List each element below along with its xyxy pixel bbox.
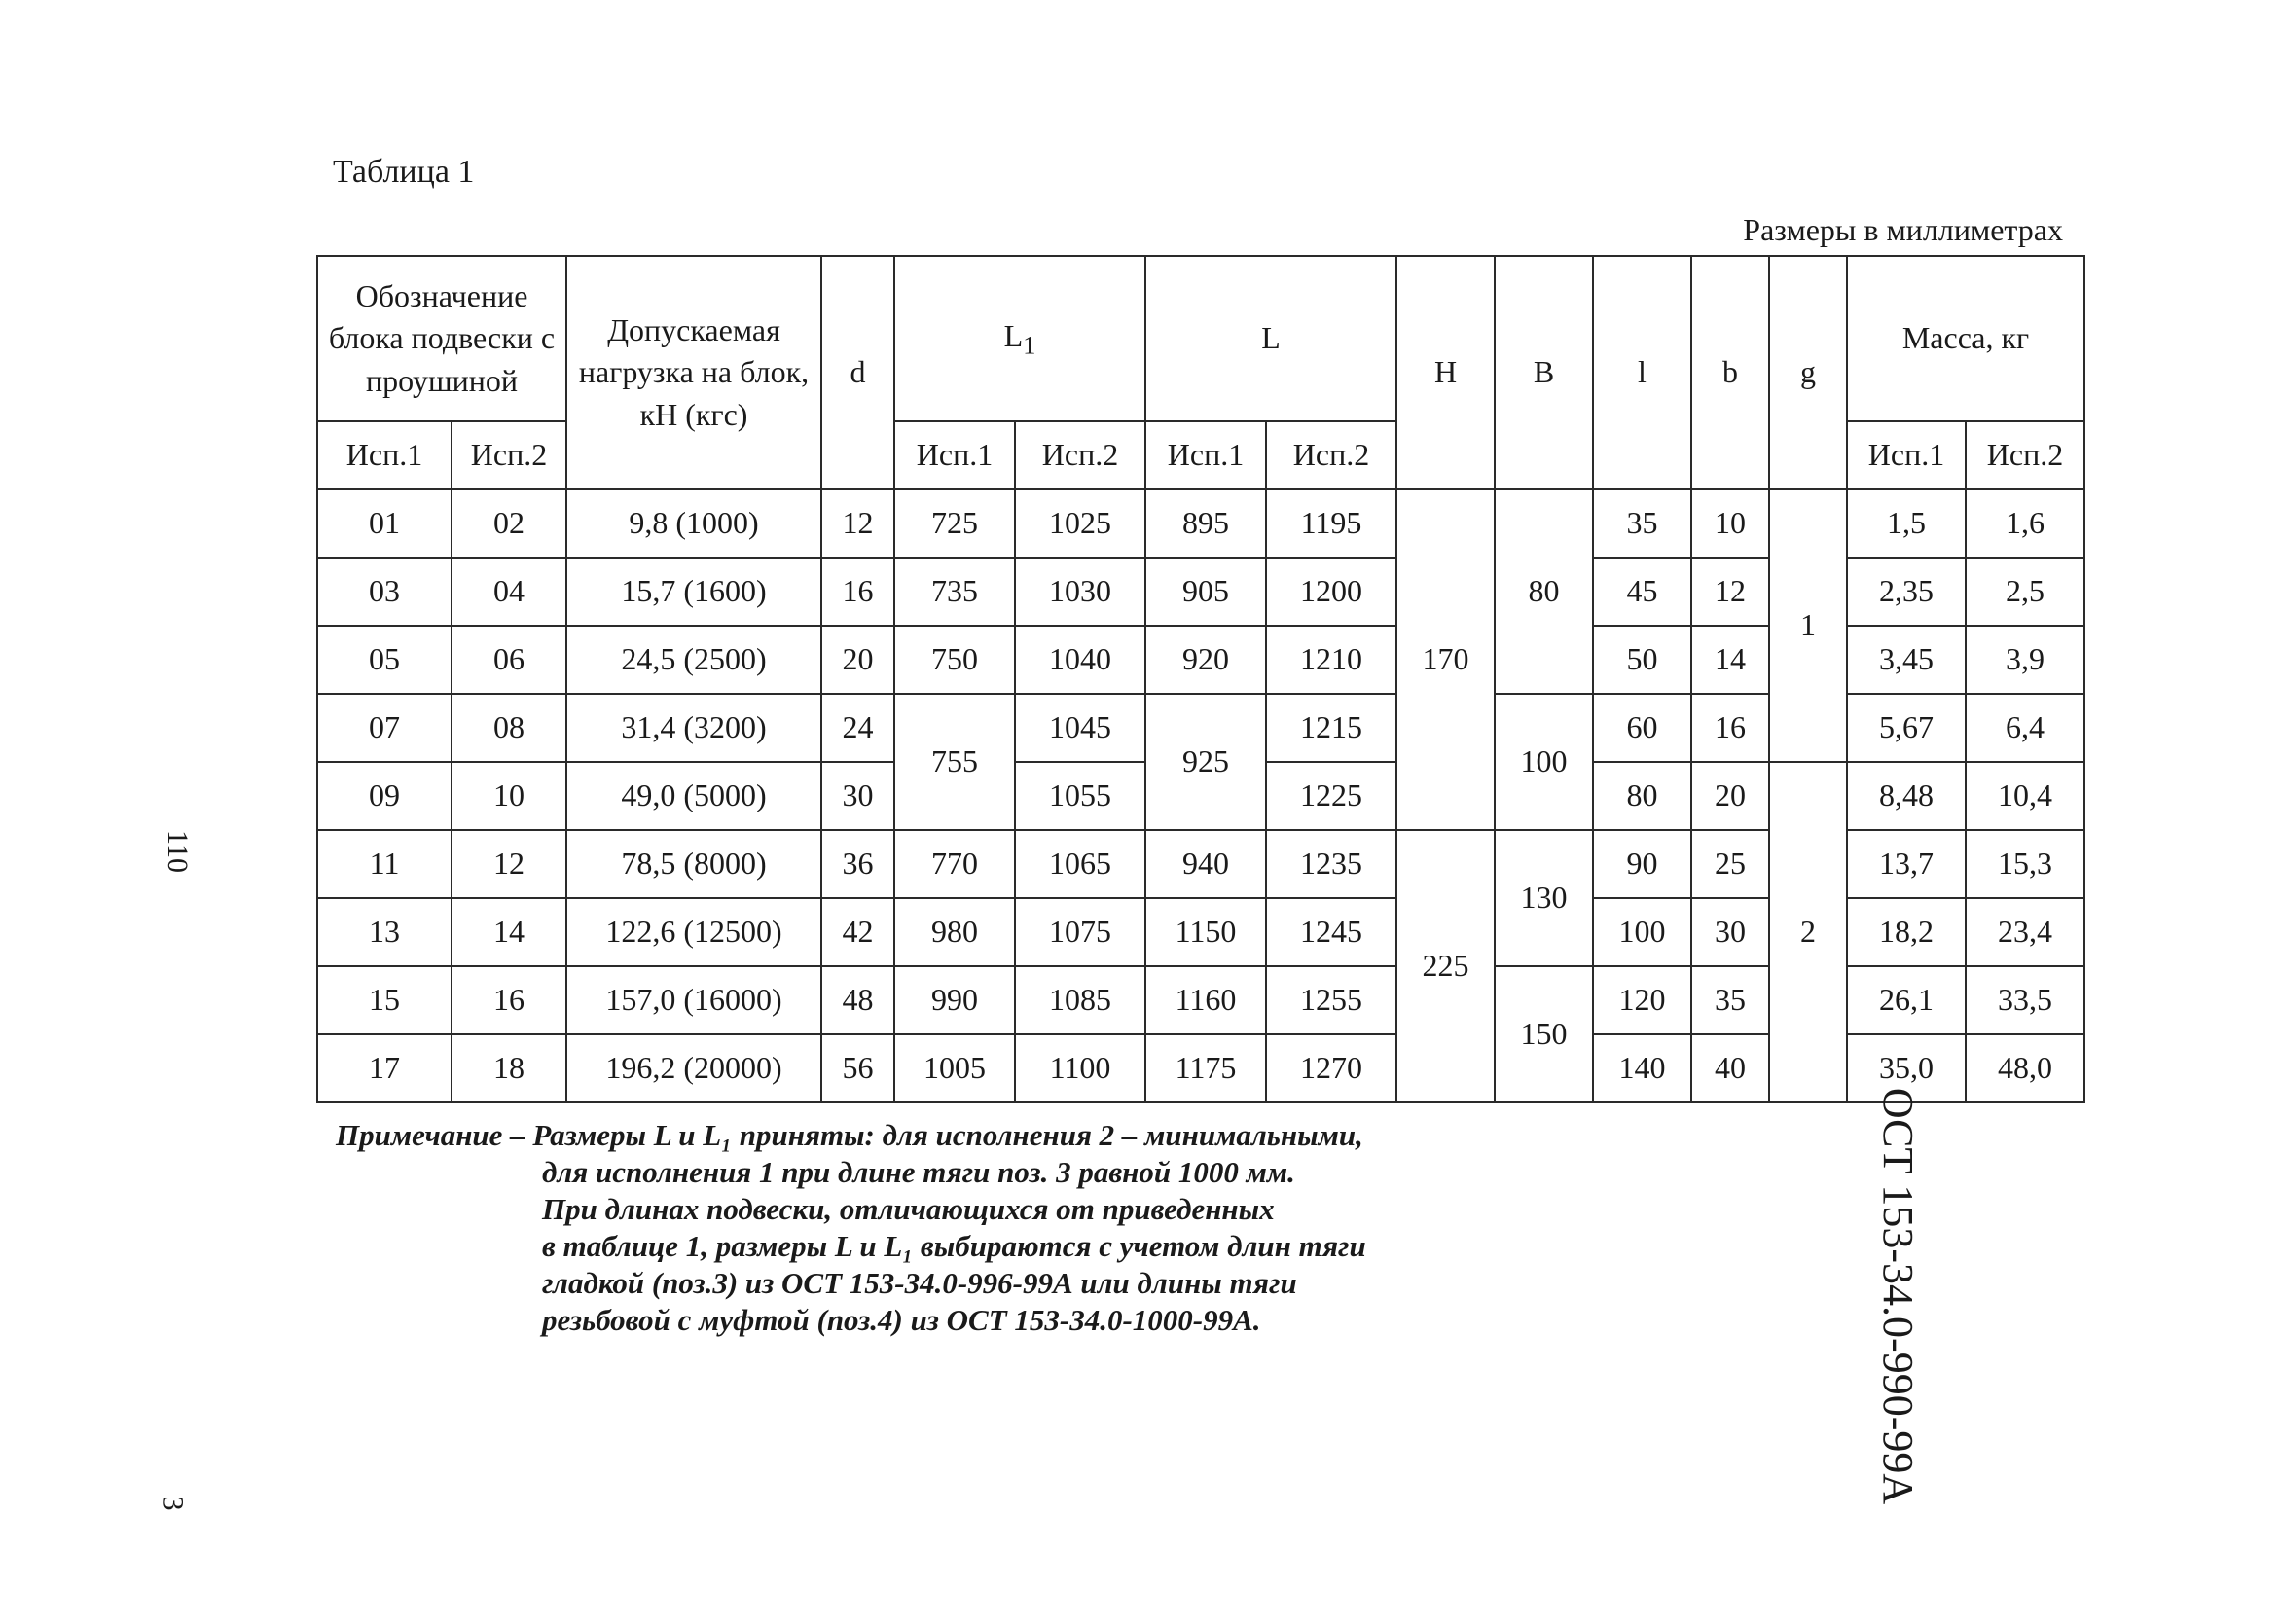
cell-l: 45	[1593, 558, 1691, 626]
cell-mass-isp2: 48,0	[1966, 1034, 2084, 1102]
cell-L1-isp2: 1100	[1015, 1034, 1145, 1102]
cell-designation-isp2: 14	[452, 898, 566, 966]
cell-B-merged: 80	[1495, 489, 1593, 694]
cell-L-isp2: 1195	[1266, 489, 1396, 558]
cell-L-isp1-merged: 925	[1145, 694, 1266, 830]
cell-designation-isp1: 17	[317, 1034, 452, 1102]
cell-l: 80	[1593, 762, 1691, 830]
header-L1-subscript: 1	[1023, 330, 1036, 360]
cell-mass-isp1: 13,7	[1847, 830, 1966, 898]
note-line: При длинах подвески, отличающихся от приведенных	[542, 1192, 1275, 1226]
cell-L1-isp2: 1045	[1015, 694, 1145, 762]
cell-mass-isp2: 15,3	[1966, 830, 2084, 898]
cell-L-isp1: 1160	[1145, 966, 1266, 1034]
cell-mass-isp1: 8,48	[1847, 762, 1966, 830]
cell-mass-isp1: 26,1	[1847, 966, 1966, 1034]
header-designation-isp2: Исп.2	[452, 421, 566, 489]
cell-mass-isp2: 1,6	[1966, 489, 2084, 558]
cell-b: 20	[1691, 762, 1769, 830]
cell-L-isp1: 1150	[1145, 898, 1266, 966]
cell-b: 25	[1691, 830, 1769, 898]
cell-l: 60	[1593, 694, 1691, 762]
cell-g-merged: 1	[1769, 489, 1847, 762]
cell-d: 48	[821, 966, 894, 1034]
header-g: g	[1769, 256, 1847, 489]
cell-d: 56	[821, 1034, 894, 1102]
cell-L-isp2: 1235	[1266, 830, 1396, 898]
header-mass: Масса, кг	[1847, 256, 2084, 421]
cell-mass-isp2: 3,9	[1966, 626, 2084, 694]
cell-L-isp1: 1175	[1145, 1034, 1266, 1102]
header-L-isp2: Исп.2	[1266, 421, 1396, 489]
note-line: Примечание – Размеры L и L₁ приняты: для исполнения 2 – минимальными,	[336, 1118, 1363, 1152]
cell-b: 35	[1691, 966, 1769, 1034]
cell-d: 36	[821, 830, 894, 898]
header-L: L	[1145, 256, 1396, 421]
cell-load: 9,8 (1000)	[566, 489, 821, 558]
cell-l: 35	[1593, 489, 1691, 558]
cell-L1-isp1: 770	[894, 830, 1015, 898]
header-load: Допускаемая нагрузка на блок, кН (кгс)	[566, 256, 821, 489]
header-b: b	[1691, 256, 1769, 489]
cell-mass-isp2: 6,4	[1966, 694, 2084, 762]
cell-b: 30	[1691, 898, 1769, 966]
cell-designation-isp1: 01	[317, 489, 452, 558]
cell-L1-isp1: 980	[894, 898, 1015, 966]
header-H: H	[1396, 256, 1495, 489]
header-designation-isp1: Исп.1	[317, 421, 452, 489]
cell-b: 16	[1691, 694, 1769, 762]
cell-H-merged: 170	[1396, 489, 1495, 830]
header-L1-isp2: Исп.2	[1015, 421, 1145, 489]
cell-mass-isp2: 23,4	[1966, 898, 2084, 966]
cell-l: 100	[1593, 898, 1691, 966]
cell-L-isp2: 1200	[1266, 558, 1396, 626]
page-number-bottom: 3	[157, 1496, 190, 1511]
header-l: l	[1593, 256, 1691, 489]
cell-designation-isp1: 11	[317, 830, 452, 898]
note-line: резьбовой с муфтой (поз.4) из ОСТ 153-34.0-1000-99А.	[542, 1303, 1261, 1337]
cell-L1-isp1: 990	[894, 966, 1015, 1034]
cell-load: 24,5 (2500)	[566, 626, 821, 694]
cell-L-isp2: 1270	[1266, 1034, 1396, 1102]
header-L-isp1: Исп.1	[1145, 421, 1266, 489]
cell-d: 30	[821, 762, 894, 830]
header-mass-isp2: Исп.2	[1966, 421, 2084, 489]
cell-l: 90	[1593, 830, 1691, 898]
cell-B-merged: 130	[1495, 830, 1593, 966]
cell-mass-isp1: 35,0	[1847, 1034, 1966, 1102]
cell-L1-isp1: 735	[894, 558, 1015, 626]
cell-L-isp1: 905	[1145, 558, 1266, 626]
cell-mass-isp1: 3,45	[1847, 626, 1966, 694]
header-L1-isp1: Исп.1	[894, 421, 1015, 489]
cell-L1-isp1-merged: 755	[894, 694, 1015, 830]
header-B: B	[1495, 256, 1593, 489]
cell-load: 122,6 (12500)	[566, 898, 821, 966]
cell-designation-isp2: 02	[452, 489, 566, 558]
cell-l: 120	[1593, 966, 1691, 1034]
cell-designation-isp2: 04	[452, 558, 566, 626]
note-line: для исполнения 1 при длине тяги поз. 3 равной 1000 мм.	[542, 1155, 1295, 1189]
header-mass-isp1: Исп.1	[1847, 421, 1966, 489]
header-d: d	[821, 256, 894, 489]
page-number-top: 110	[161, 830, 194, 873]
cell-B-merged: 150	[1495, 966, 1593, 1102]
cell-designation-isp2: 06	[452, 626, 566, 694]
cell-L-isp1: 895	[1145, 489, 1266, 558]
cell-load: 157,0 (16000)	[566, 966, 821, 1034]
cell-mass-isp1: 18,2	[1847, 898, 1966, 966]
cell-H-merged: 225	[1396, 830, 1495, 1102]
table-caption: Таблица 1	[333, 154, 475, 190]
cell-mass-isp2: 2,5	[1966, 558, 2084, 626]
cell-L1-isp2: 1055	[1015, 762, 1145, 830]
specification-table	[316, 255, 2085, 1103]
cell-B-merged: 100	[1495, 694, 1593, 830]
cell-load: 31,4 (3200)	[566, 694, 821, 762]
cell-d: 16	[821, 558, 894, 626]
cell-d: 42	[821, 898, 894, 966]
cell-L1-isp1: 1005	[894, 1034, 1015, 1102]
cell-b: 12	[1691, 558, 1769, 626]
cell-mass-isp2: 10,4	[1966, 762, 2084, 830]
cell-mass-isp1: 1,5	[1847, 489, 1966, 558]
cell-L1-isp1: 750	[894, 626, 1015, 694]
cell-l: 50	[1593, 626, 1691, 694]
header-designation: Обозначение блока подвески с проушиной	[317, 256, 566, 421]
note-line: в таблице 1, размеры L и L₁ выбираются с учетом длин тяги	[542, 1229, 1366, 1263]
cell-designation-isp1: 07	[317, 694, 452, 762]
cell-L-isp1: 940	[1145, 830, 1266, 898]
cell-designation-isp1: 15	[317, 966, 452, 1034]
cell-mass-isp1: 5,67	[1847, 694, 1966, 762]
cell-L1-isp1: 725	[894, 489, 1015, 558]
cell-L1-isp2: 1065	[1015, 830, 1145, 898]
cell-d: 20	[821, 626, 894, 694]
cell-L1-isp2: 1040	[1015, 626, 1145, 694]
cell-L1-isp2: 1085	[1015, 966, 1145, 1034]
cell-L1-isp2: 1025	[1015, 489, 1145, 558]
cell-designation-isp1: 13	[317, 898, 452, 966]
cell-designation-isp2: 18	[452, 1034, 566, 1102]
cell-g-merged: 2	[1769, 762, 1847, 1102]
cell-L-isp2: 1255	[1266, 966, 1396, 1034]
cell-L1-isp2: 1075	[1015, 898, 1145, 966]
document-code: ОСТ 153-34.0-990-99А	[1874, 1087, 1922, 1505]
cell-designation-isp2: 12	[452, 830, 566, 898]
cell-L-isp2: 1225	[1266, 762, 1396, 830]
cell-b: 10	[1691, 489, 1769, 558]
cell-L-isp2: 1245	[1266, 898, 1396, 966]
cell-load: 49,0 (5000)	[566, 762, 821, 830]
cell-load: 15,7 (1600)	[566, 558, 821, 626]
cell-L-isp1: 920	[1145, 626, 1266, 694]
cell-designation-isp1: 09	[317, 762, 452, 830]
cell-designation-isp1: 03	[317, 558, 452, 626]
table-row	[317, 489, 2084, 558]
note-line: гладкой (поз.3) из ОСТ 153-34.0-996-99А или длины тяги	[542, 1266, 1297, 1300]
cell-designation-isp2: 10	[452, 762, 566, 830]
cell-designation-isp2: 16	[452, 966, 566, 1034]
cell-load: 78,5 (8000)	[566, 830, 821, 898]
cell-L-isp2: 1210	[1266, 626, 1396, 694]
units-note: Размеры в миллиметрах	[1743, 212, 2063, 247]
cell-L1-isp2: 1030	[1015, 558, 1145, 626]
cell-d: 12	[821, 489, 894, 558]
cell-l: 140	[1593, 1034, 1691, 1102]
cell-designation-isp1: 05	[317, 626, 452, 694]
table-note	[336, 1117, 1503, 1339]
cell-mass-isp2: 33,5	[1966, 966, 2084, 1034]
cell-load: 196,2 (20000)	[566, 1034, 821, 1102]
header-L1-letter: L	[1003, 317, 1024, 353]
cell-d: 24	[821, 694, 894, 762]
header-L1	[894, 256, 1145, 421]
cell-mass-isp1: 2,35	[1847, 558, 1966, 626]
cell-L-isp2: 1215	[1266, 694, 1396, 762]
cell-b: 14	[1691, 626, 1769, 694]
cell-b: 40	[1691, 1034, 1769, 1102]
cell-designation-isp2: 08	[452, 694, 566, 762]
